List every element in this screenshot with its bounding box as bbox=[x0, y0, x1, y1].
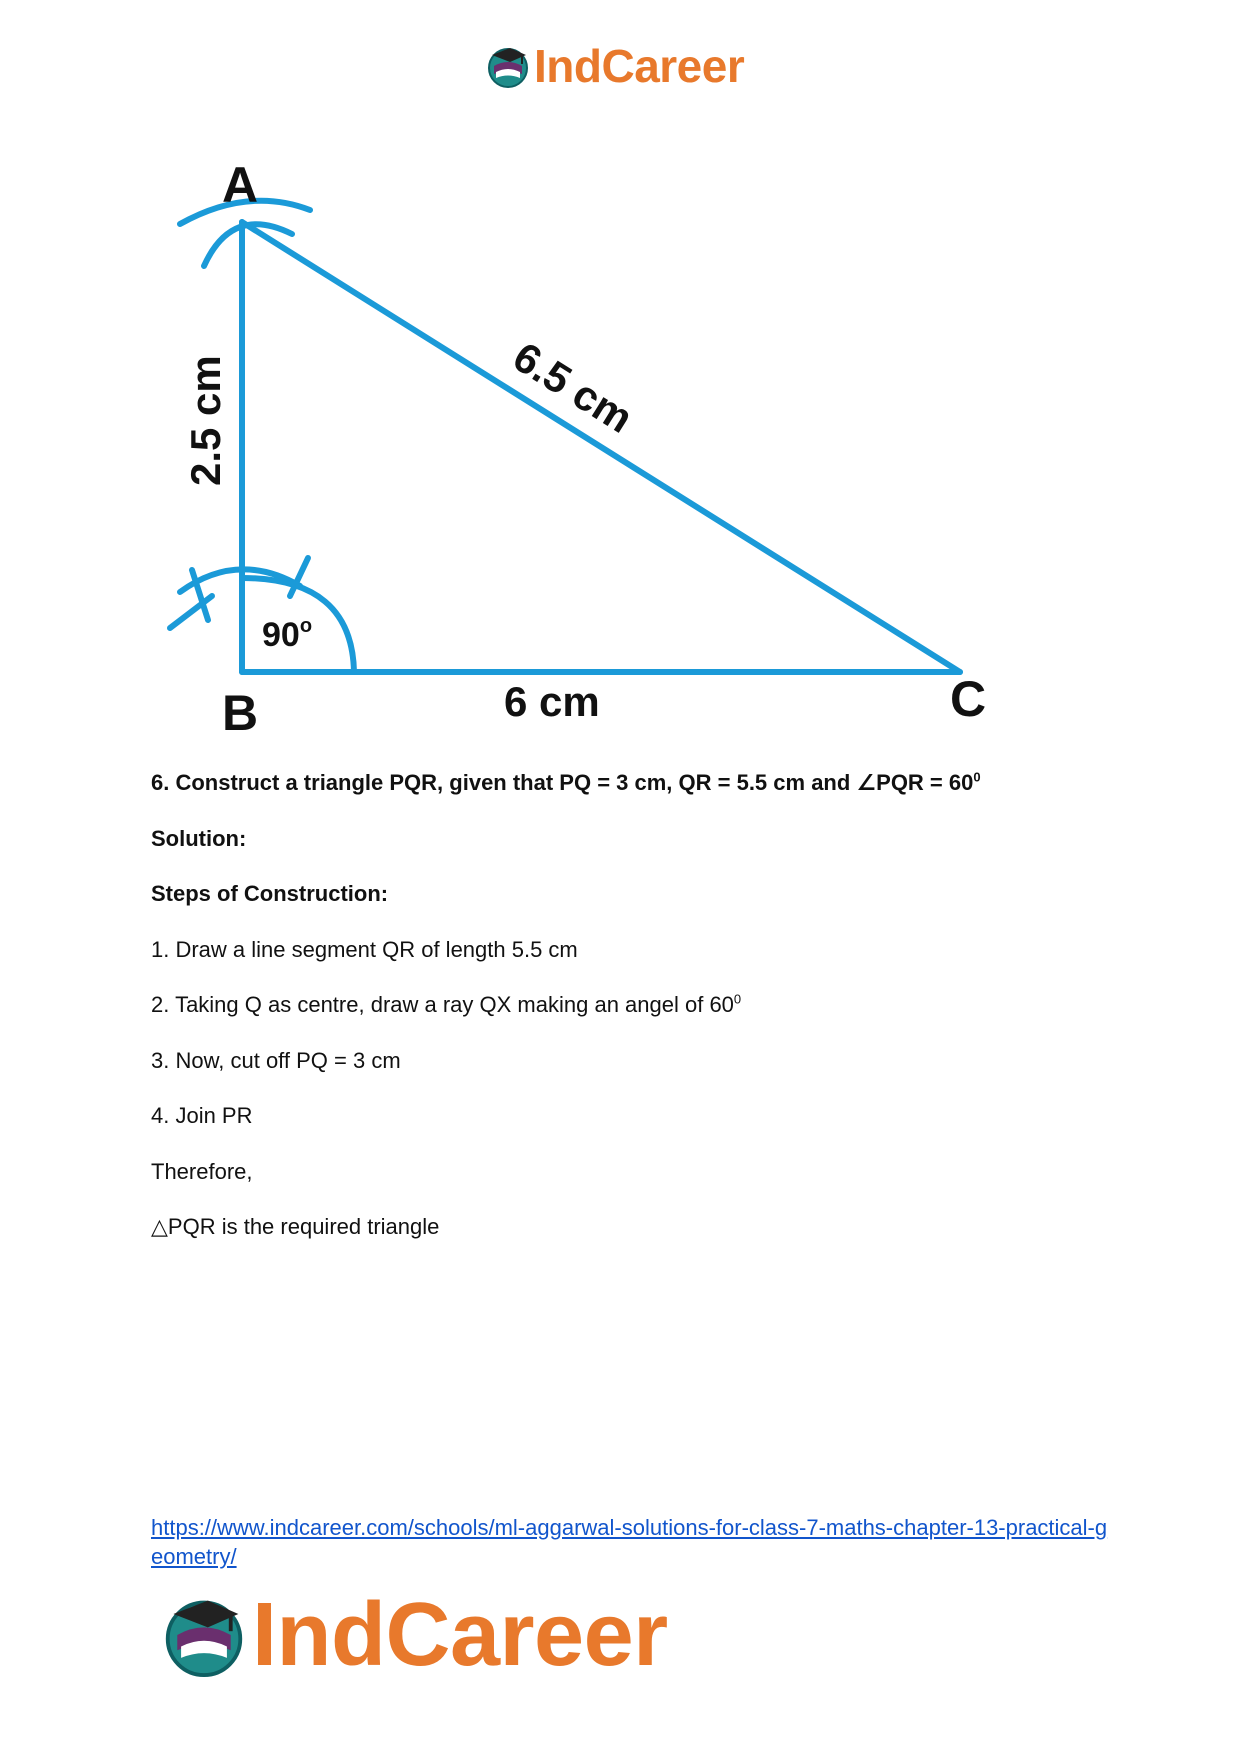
graduation-cap-books-globe-icon bbox=[162, 1593, 246, 1677]
vertex-a-label: A bbox=[222, 157, 259, 213]
side-ac bbox=[242, 222, 960, 672]
step-item: 3. Now, cut off PQ = 3 cm bbox=[151, 1047, 401, 1073]
content bbox=[151, 768, 1111, 1268]
solution-label: Solution: bbox=[151, 825, 247, 851]
step-item: 4. Join PR bbox=[151, 1103, 253, 1128]
vertex-c-label: C bbox=[950, 671, 987, 727]
therefore-text: Therefore, bbox=[151, 1158, 253, 1184]
step-item: 2. Taking Q as centre, draw a ray QX making an angel of $60^0$ bbox=[151, 991, 742, 1017]
step-item: 1. Draw a line segment QR of length 5.5 cm bbox=[151, 936, 578, 962]
question-text: 6. Construct a triangle PQR, given that PQ = 3 cm, QR = 5.5 cm and ∠PQR = $60^0$ bbox=[151, 769, 981, 795]
footer-logo bbox=[162, 1585, 668, 1685]
vertex-b-label: B bbox=[222, 685, 259, 741]
angle-b-label: 90$^o$ bbox=[262, 615, 313, 654]
side-ab-label: 2.5 cm bbox=[182, 355, 229, 486]
side-bc-label: 6 cm bbox=[504, 678, 600, 725]
triangle-figure bbox=[140, 150, 1020, 750]
source-link[interactable]: https://www.indcareer.com/schools/ml-aggarwal-solutions-for-class-7-maths-chapter-13-practical-geometry/ bbox=[151, 1515, 1108, 1569]
logo-text: IndCareer bbox=[534, 40, 745, 92]
header-logo bbox=[486, 40, 744, 92]
side-ac-label: 6.5 cm bbox=[505, 332, 642, 442]
logo-text: IndCareer bbox=[252, 1585, 668, 1685]
steps-label: Steps of Construction: bbox=[151, 881, 389, 906]
graduation-cap-books-globe-icon bbox=[486, 44, 530, 88]
conclusion-text: △PQR is the required triangle bbox=[151, 1214, 440, 1239]
